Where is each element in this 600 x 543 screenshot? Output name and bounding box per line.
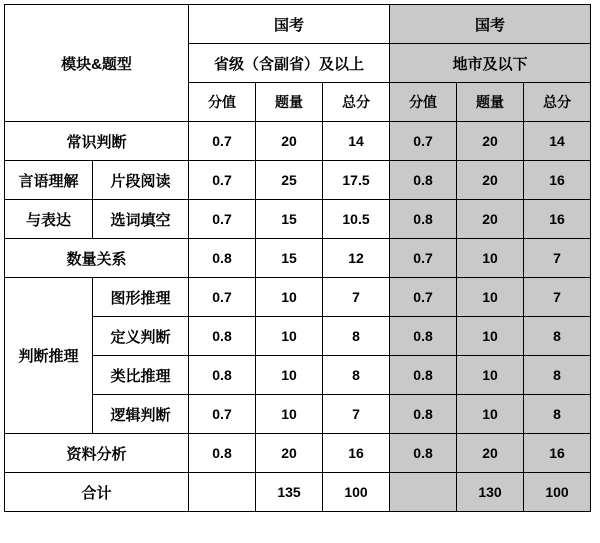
table-row [5,122,591,161]
row-module-label: 常识判断 [5,122,189,161]
cell-provincial-total: 10.5 [323,200,390,239]
summary-label: 合计 [5,473,189,512]
summary-municipal-score [390,473,457,512]
cell-provincial-total: 8 [323,356,390,395]
cell-municipal-count: 10 [457,317,524,356]
header-group-provincial-subtitle: 省级（含副省）及以上 [189,44,390,83]
cell-provincial-total: 8 [323,317,390,356]
cell-municipal-count: 20 [457,122,524,161]
table-row [5,434,591,473]
cell-provincial-count: 10 [256,278,323,317]
cell-municipal-count: 20 [457,434,524,473]
cell-municipal-total: 8 [524,356,591,395]
cell-provincial-count: 15 [256,239,323,278]
cell-municipal-count: 20 [457,161,524,200]
cell-provincial-score: 0.7 [189,200,256,239]
cell-provincial-count: 15 [256,200,323,239]
cell-municipal-score: 0.8 [390,434,457,473]
header-metric-municipal-score: 分值 [390,83,457,122]
row-subtype-label: 逻辑判断 [93,395,189,434]
cell-municipal-total: 16 [524,161,591,200]
cell-municipal-score: 0.8 [390,161,457,200]
cell-provincial-score: 0.7 [189,161,256,200]
cell-provincial-total: 16 [323,434,390,473]
table-row [5,200,591,239]
cell-municipal-count: 10 [457,278,524,317]
cell-municipal-total: 7 [524,239,591,278]
cell-municipal-score: 0.7 [390,239,457,278]
row-subtype-label: 定义判断 [93,317,189,356]
cell-provincial-count: 20 [256,434,323,473]
cell-provincial-score: 0.8 [189,239,256,278]
cell-provincial-total: 12 [323,239,390,278]
cell-municipal-score: 0.8 [390,356,457,395]
cell-municipal-score: 0.7 [390,122,457,161]
table-row [5,161,591,200]
header-group-provincial-title: 国考 [189,5,390,44]
cell-provincial-score: 0.8 [189,317,256,356]
summary-municipal-total: 100 [524,473,591,512]
cell-provincial-total: 17.5 [323,161,390,200]
table-row [5,317,591,356]
cell-municipal-score: 0.7 [390,278,457,317]
summary-municipal-count: 130 [457,473,524,512]
cell-municipal-score: 0.8 [390,317,457,356]
header-metric-municipal-total: 总分 [524,83,591,122]
cell-municipal-score: 0.8 [390,200,457,239]
table-row [5,278,591,317]
cell-provincial-count: 20 [256,122,323,161]
row-module-label: 言语理解 [5,161,93,200]
cell-provincial-count: 10 [256,317,323,356]
table-row [5,239,591,278]
cell-municipal-total: 8 [524,317,591,356]
header-metric-municipal-count: 题量 [457,83,524,122]
cell-municipal-score: 0.8 [390,395,457,434]
cell-municipal-count: 10 [457,239,524,278]
header-metric-provincial-count: 题量 [256,83,323,122]
cell-provincial-score: 0.7 [189,395,256,434]
cell-municipal-count: 20 [457,200,524,239]
cell-municipal-total: 14 [524,122,591,161]
cell-municipal-total: 16 [524,200,591,239]
summary-row [5,473,591,512]
row-subtype-label: 片段阅读 [93,161,189,200]
table-row [5,395,591,434]
cell-municipal-count: 10 [457,356,524,395]
summary-provincial-score [189,473,256,512]
row-module-label: 判断推理 [5,278,93,434]
header-metric-provincial-total: 总分 [323,83,390,122]
summary-provincial-total: 100 [323,473,390,512]
cell-municipal-total: 8 [524,395,591,434]
cell-provincial-total: 7 [323,395,390,434]
row-module-label: 资料分析 [5,434,189,473]
cell-provincial-score: 0.7 [189,122,256,161]
row-module-label: 与表达 [5,200,93,239]
cell-municipal-total: 7 [524,278,591,317]
header-row-group [5,5,591,44]
row-module-label: 数量关系 [5,239,189,278]
header-group-municipal-title: 国考 [390,5,591,44]
cell-municipal-count: 10 [457,395,524,434]
cell-provincial-count: 10 [256,356,323,395]
cell-municipal-total: 16 [524,434,591,473]
cell-provincial-total: 14 [323,122,390,161]
cell-provincial-count: 10 [256,395,323,434]
cell-provincial-total: 7 [323,278,390,317]
row-subtype-label: 选词填空 [93,200,189,239]
cell-provincial-score: 0.8 [189,434,256,473]
table-row [5,356,591,395]
cell-provincial-count: 25 [256,161,323,200]
header-module-col: 模块&题型 [5,5,189,122]
row-subtype-label: 图形推理 [93,278,189,317]
header-metric-provincial-score: 分值 [189,83,256,122]
cell-provincial-score: 0.7 [189,278,256,317]
exam-structure-table [4,4,591,512]
header-group-municipal-subtitle: 地市及以下 [390,44,591,83]
cell-provincial-score: 0.8 [189,356,256,395]
row-subtype-label: 类比推理 [93,356,189,395]
summary-provincial-count: 135 [256,473,323,512]
